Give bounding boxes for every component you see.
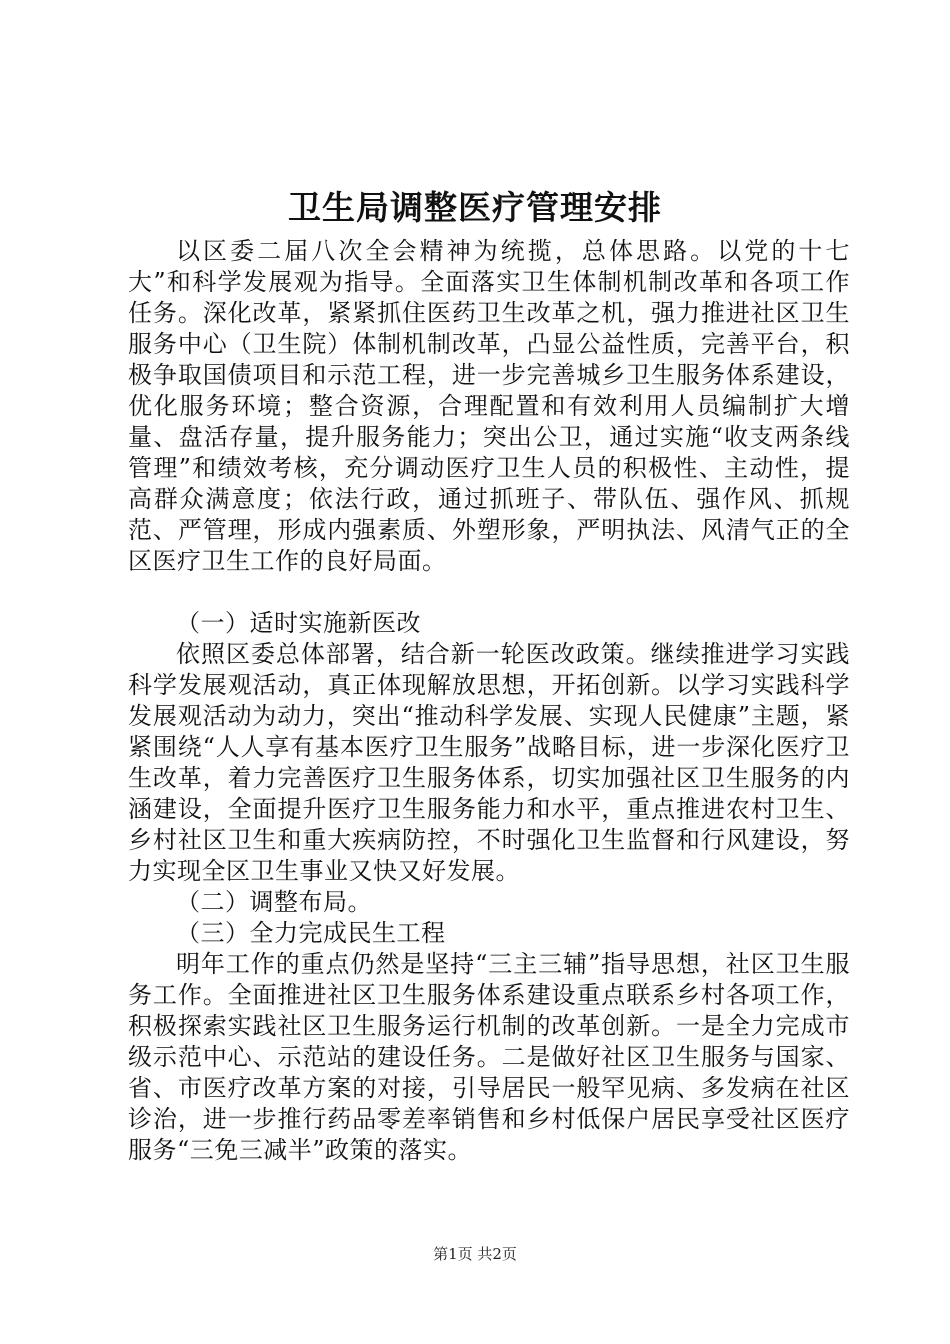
- paragraph-spacer: [128, 577, 850, 608]
- section-heading-2: （二）调整布局。: [176, 888, 372, 916]
- section-3-paragraph: 明年工作的重点仍然是坚持“三主三辅”指导思想，社区卫生服务工作。全面推进社区卫生服务体系建设重点联系乡村各项工作，积极探索实践社区卫生服务运行机制的改革创新。一是全力完成市级示范中心、示范站的建设任务。二是做好社区卫生服务与国家、省、市医疗改革方案的对接，引导居民一般罕见病、多发病在社区诊治，进一步推行药品零差率销售和乡村低保户居民享受社区医疗服务“三免三减半”政策的落实。: [128, 950, 850, 1164]
- section-heading-3: （三）全力完成民生工程: [176, 919, 446, 947]
- intro-paragraph: 以区委二届八次全会精神为统揽，总体思路。以党的十七大”和科学发展观为指导。全面落实卫生体制机制改革和各项工作任务。深化改革，紧紧抓住医药卫生改革之机，强力推进社区卫生服务中心（卫生院）体制机制改革，凸显公益性质，完善平台，积极争取国债项目和示范工程，进一步完善城乡卫生服务体系建设，优化服务环境；整合资源，合理配置和有效利用人员编制扩大增量、盘活存量，提升服务能力；突出公卫，通过实施“收支两条线管理”和绩效考核，充分调动医疗卫生人员的积极性、主动性，提高群众满意度；依法行政，通过抓班子、带队伍、强作风、抓规范、严管理，形成内强素质、外塑形象，严明执法、风清气正的全区医疗卫生工作的良好局面。: [128, 237, 850, 575]
- document-title: 卫生局调整医疗管理安排: [288, 188, 662, 227]
- document-body: [128, 236, 850, 1166]
- section-heading-1: （一）适时实施新医改: [176, 609, 421, 637]
- page-footer: 第1页 共2页: [433, 1245, 517, 1263]
- section-1-paragraph: 依照区委总体部署，结合新一轮医改政策。继续推进学习实践科学发展观活动，真正体现解放思想，开拓创新。以学习实践科学发展观活动为动力，突出“推动科学发展、实现人民健康”主题，紧紧围绕“人人享有基本医疗卫生服务”战略目标，进一步深化医疗卫生改革，着力完善医疗卫生服务体系，切实加强社区卫生服务的内涵建设，全面提升医疗卫生服务能力和水平，重点推进农村卫生、乡村社区卫生和重大疾病防控，不时强化卫生监督和行风建设，努力实现全区卫生事业又快又好发展。: [128, 640, 850, 885]
